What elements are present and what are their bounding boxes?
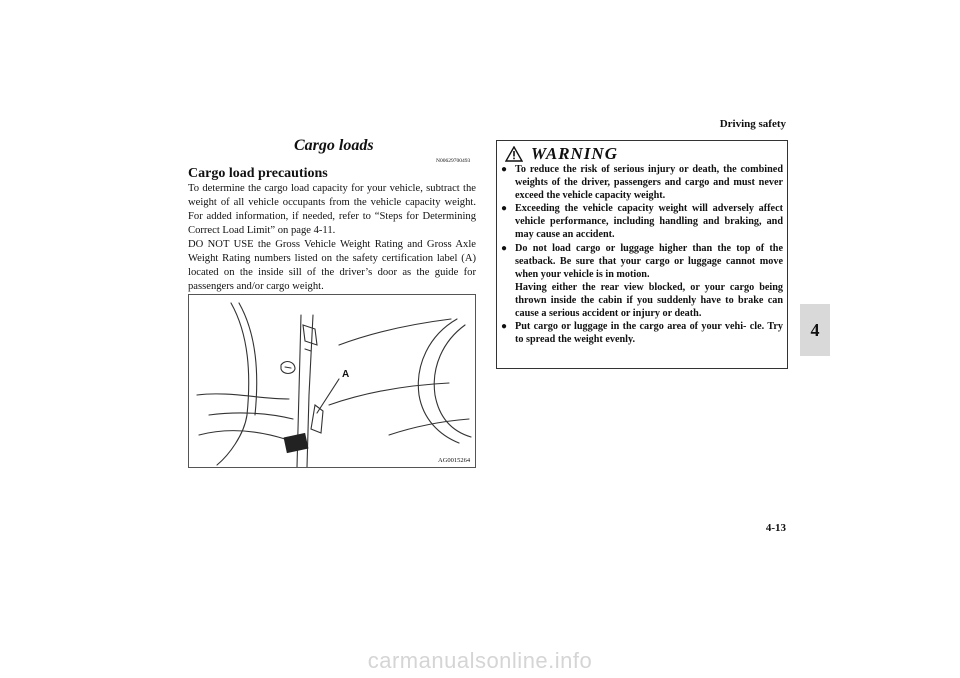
warning-text: Having either the rear view blocked, or your cargo being thrown inside the cabin if you suddenly have to brake can cause a serious accident or injury or death. [515, 281, 783, 320]
warning-text: Exceeding the vehicle capacity weight will adversely affect vehicle performance, including handling and braking, and may cause an accident. [515, 203, 783, 241]
bullet-icon: ● [501, 164, 508, 175]
warning-text: Put cargo or luggage in the cargo area of your vehi- cle. Try to spread the weight evenly. [515, 321, 783, 346]
warning-list [501, 163, 783, 346]
reference-code: N00629700493 [436, 158, 471, 164]
warning-text: To reduce the risk of serious injury or death, the combined weights of the driver, passengers and cargo and must never exceed the vehicle capacity weight. [515, 164, 783, 202]
page-number: 4-13 [765, 522, 786, 534]
door-sill-figure [188, 294, 476, 468]
warning-triangle-icon [505, 146, 523, 162]
figure-code: AG0015264 [438, 457, 471, 464]
certification-label-mark [284, 433, 309, 453]
warning-title: WARNING [531, 144, 618, 163]
bullet-icon: ● [501, 321, 508, 333]
warning-item [501, 242, 783, 321]
cargo-precautions-body [188, 182, 476, 294]
cargo-precautions-heading: Cargo load precautions [188, 166, 328, 181]
warning-box [496, 140, 788, 369]
chapter-number: 4 [810, 320, 820, 340]
door-sill-illustration [189, 295, 475, 467]
body-paragraph: To determine the cargo load capacity for your vehicle, subtract the weight of all vehicle occupants from the vehicle capacity weight. For added information, if needed, refer to “Steps for Determining Correct Load Limit” on page 4-11. [188, 183, 476, 236]
section-title: Cargo loads [294, 137, 374, 154]
warning-text: Do not load cargo or luggage higher than the top of the seatback. Be sure that your cargo or luggage cannot move when your vehicle is in motion. [515, 242, 783, 280]
warning-item [501, 163, 783, 202]
callout-a: A [342, 369, 350, 380]
chapter-tab [800, 304, 830, 356]
bullet-icon: ● [501, 242, 508, 254]
warning-item [501, 320, 783, 346]
running-head: Driving safety [719, 118, 786, 130]
watermark: carmanualsonline.info [367, 648, 593, 673]
bullet-icon: ● [501, 203, 508, 215]
warning-item [501, 202, 783, 241]
body-paragraph: DO NOT USE the Gross Vehicle Weight Rating and Gross Axle Weight Rating numbers listed on the safety certification label (A) located on the inside sill of the driver’s door as the guide for passengers and/or cargo weight. [188, 239, 476, 292]
